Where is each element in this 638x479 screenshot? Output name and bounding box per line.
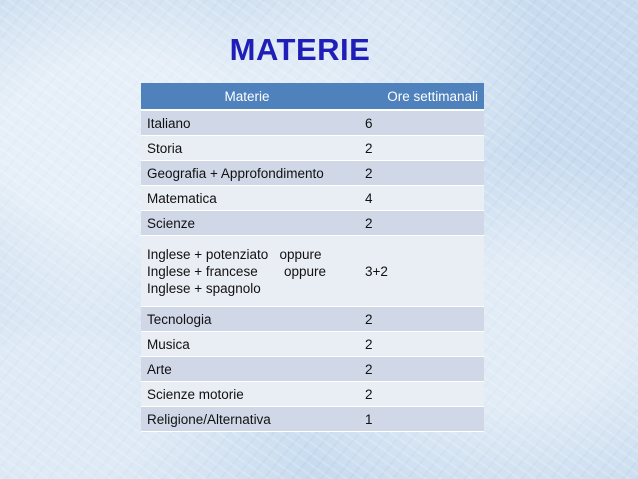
table-row <box>141 236 484 307</box>
table-row <box>141 161 484 186</box>
subject-cell: Matematica <box>141 186 353 211</box>
subject-cell: Scienze <box>141 211 353 236</box>
subject-cell: Storia <box>141 136 353 161</box>
hours-cell: 3+2 <box>353 236 484 307</box>
table-row <box>141 332 484 357</box>
subject-cell: Tecnologia <box>141 307 353 332</box>
table-row <box>141 186 484 211</box>
table-row <box>141 407 484 432</box>
subject-cell-multiline <box>141 236 353 307</box>
subjects-table <box>141 83 484 432</box>
hours-cell: 1 <box>353 407 484 432</box>
hours-cell: 6 <box>353 110 484 136</box>
hours-cell: 2 <box>353 307 484 332</box>
table-row <box>141 110 484 136</box>
hours-cell: 2 <box>353 161 484 186</box>
page-title: MATERIE <box>229 32 371 67</box>
hours-cell: 2 <box>353 136 484 161</box>
subject-cell: Scienze motorie <box>141 382 353 407</box>
hours-cell: 2 <box>353 382 484 407</box>
table-row <box>141 211 484 236</box>
subject-cell: Italiano <box>141 110 353 136</box>
subject-line: Inglese + francese oppure <box>147 263 326 279</box>
subject-line: Inglese + spagnolo <box>147 280 261 296</box>
hours-cell: 4 <box>353 186 484 211</box>
header-subject: Materie <box>141 83 353 110</box>
subject-cell: Geografia + Approfondimento <box>141 161 353 186</box>
subject-line: Inglese + potenziato oppure <box>147 246 322 262</box>
table-row <box>141 136 484 161</box>
hours-cell: 2 <box>353 332 484 357</box>
subject-cell: Arte <box>141 357 353 382</box>
table-row <box>141 357 484 382</box>
header-hours: Ore settimanali <box>353 83 484 110</box>
subject-cell: Musica <box>141 332 353 357</box>
hours-cell: 2 <box>353 211 484 236</box>
hours-cell: 2 <box>353 357 484 382</box>
table-row <box>141 382 484 407</box>
subject-cell: Religione/Alternativa <box>141 407 353 432</box>
table-row <box>141 307 484 332</box>
table-header-row <box>141 83 484 110</box>
